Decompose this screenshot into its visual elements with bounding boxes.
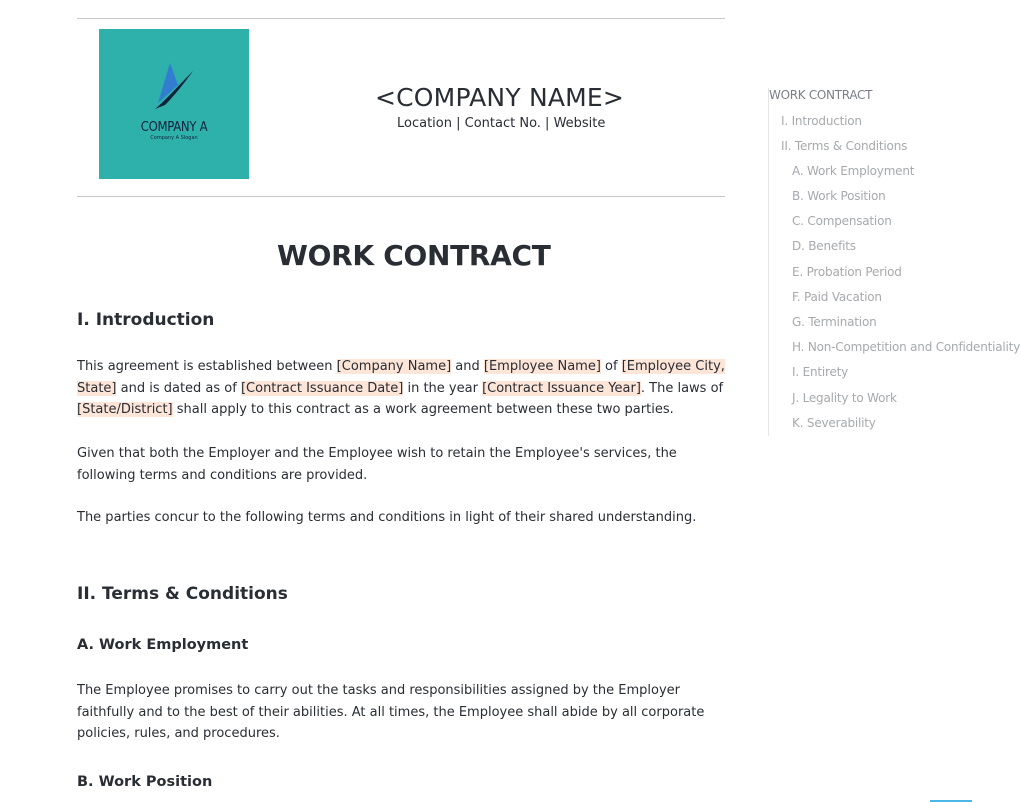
intro-text: and is dated as of — [116, 380, 241, 396]
toc-item-termination[interactable]: G. Termination — [792, 315, 877, 329]
section-heading-terms-conditions: II. Terms & Conditions — [77, 584, 288, 604]
toc-item-work-position[interactable]: B. Work Position — [792, 189, 886, 203]
toc-item-compensation[interactable]: C. Compensation — [792, 214, 892, 228]
logo-company-name: COMPANY A — [140, 120, 208, 135]
intro-text: in the year — [403, 380, 483, 396]
toc-item-legality-to-work[interactable]: J. Legality to Work — [792, 391, 897, 405]
toc-item-entirety[interactable]: I. Entirety — [792, 365, 849, 379]
company-logo — [99, 29, 249, 179]
subsection-heading-work-position: B. Work Position — [77, 774, 213, 790]
placeholder-company-name[interactable]: [Company Name] — [336, 359, 452, 374]
subsection-heading-work-employment: A. Work Employment — [77, 637, 249, 653]
intro-text: . The laws of — [640, 380, 724, 396]
work-employment-paragraph: The Employee promises to carry out the tasks and responsibilities assigned by the Employer faithfully and to the best of their abilities. At all times, the Employee shall abide by all corporate policies, rules, and procedures. — [77, 683, 705, 741]
placeholder-state-district[interactable]: [State/District] — [77, 402, 173, 417]
placeholder-contract-issuance-date[interactable]: [Contract Issuance Date] — [240, 380, 404, 396]
table-of-contents — [768, 88, 1020, 436]
intro-paragraph-1 — [77, 356, 725, 421]
intro-paragraph-3: The parties concur to the following terms and conditions in light of their shared understanding. — [77, 510, 697, 525]
company-contact-line: Location | Contact No. | Website — [397, 116, 606, 131]
toc-item-severability[interactable]: K. Severability — [792, 416, 876, 430]
intro-text: of — [600, 359, 622, 374]
toc-item-benefits[interactable]: D. Benefits — [792, 239, 856, 253]
toc-item-introduction[interactable]: I. Introduction — [781, 114, 862, 128]
intro-text: This agreement is established between — [77, 359, 337, 374]
logo-slogan: Company A Slogan — [150, 135, 198, 141]
company-name-heading: <COMPANY NAME> — [375, 83, 625, 112]
toc-title[interactable]: WORK CONTRACT — [769, 88, 873, 102]
document-page — [77, 0, 725, 802]
document-title: WORK CONTRACT — [277, 239, 551, 272]
section-heading-introduction: I. Introduction — [77, 310, 215, 330]
logo-mark-icon — [151, 63, 197, 111]
header-bottom-divider — [77, 196, 725, 197]
placeholder-employee-city-state[interactable]: [Employee City, State] — [77, 359, 725, 396]
placeholder-employee-name[interactable]: [Employee Name] — [483, 359, 601, 374]
intro-text: and — [451, 359, 484, 374]
intro-paragraph-2: Given that both the Employer and the Employee wish to retain the Employee's services, the following terms and conditions are provided. — [77, 446, 677, 483]
intro-text: shall apply to this contract as a work agreement between these two parties. — [172, 402, 674, 417]
toc-item-paid-vacation[interactable]: F. Paid Vacation — [792, 290, 882, 304]
header-top-divider — [77, 18, 725, 19]
placeholder-contract-issuance-year[interactable]: [Contract Issuance Year] — [482, 380, 641, 396]
toc-item-probation-period[interactable]: E. Probation Period — [792, 265, 902, 279]
toc-item-work-employment[interactable]: A. Work Employment — [792, 164, 915, 178]
toc-item-terms-conditions[interactable]: II. Terms & Conditions — [781, 139, 908, 153]
toc-item-non-competition[interactable]: H. Non-Competition and Confidentiality — [792, 340, 1020, 354]
